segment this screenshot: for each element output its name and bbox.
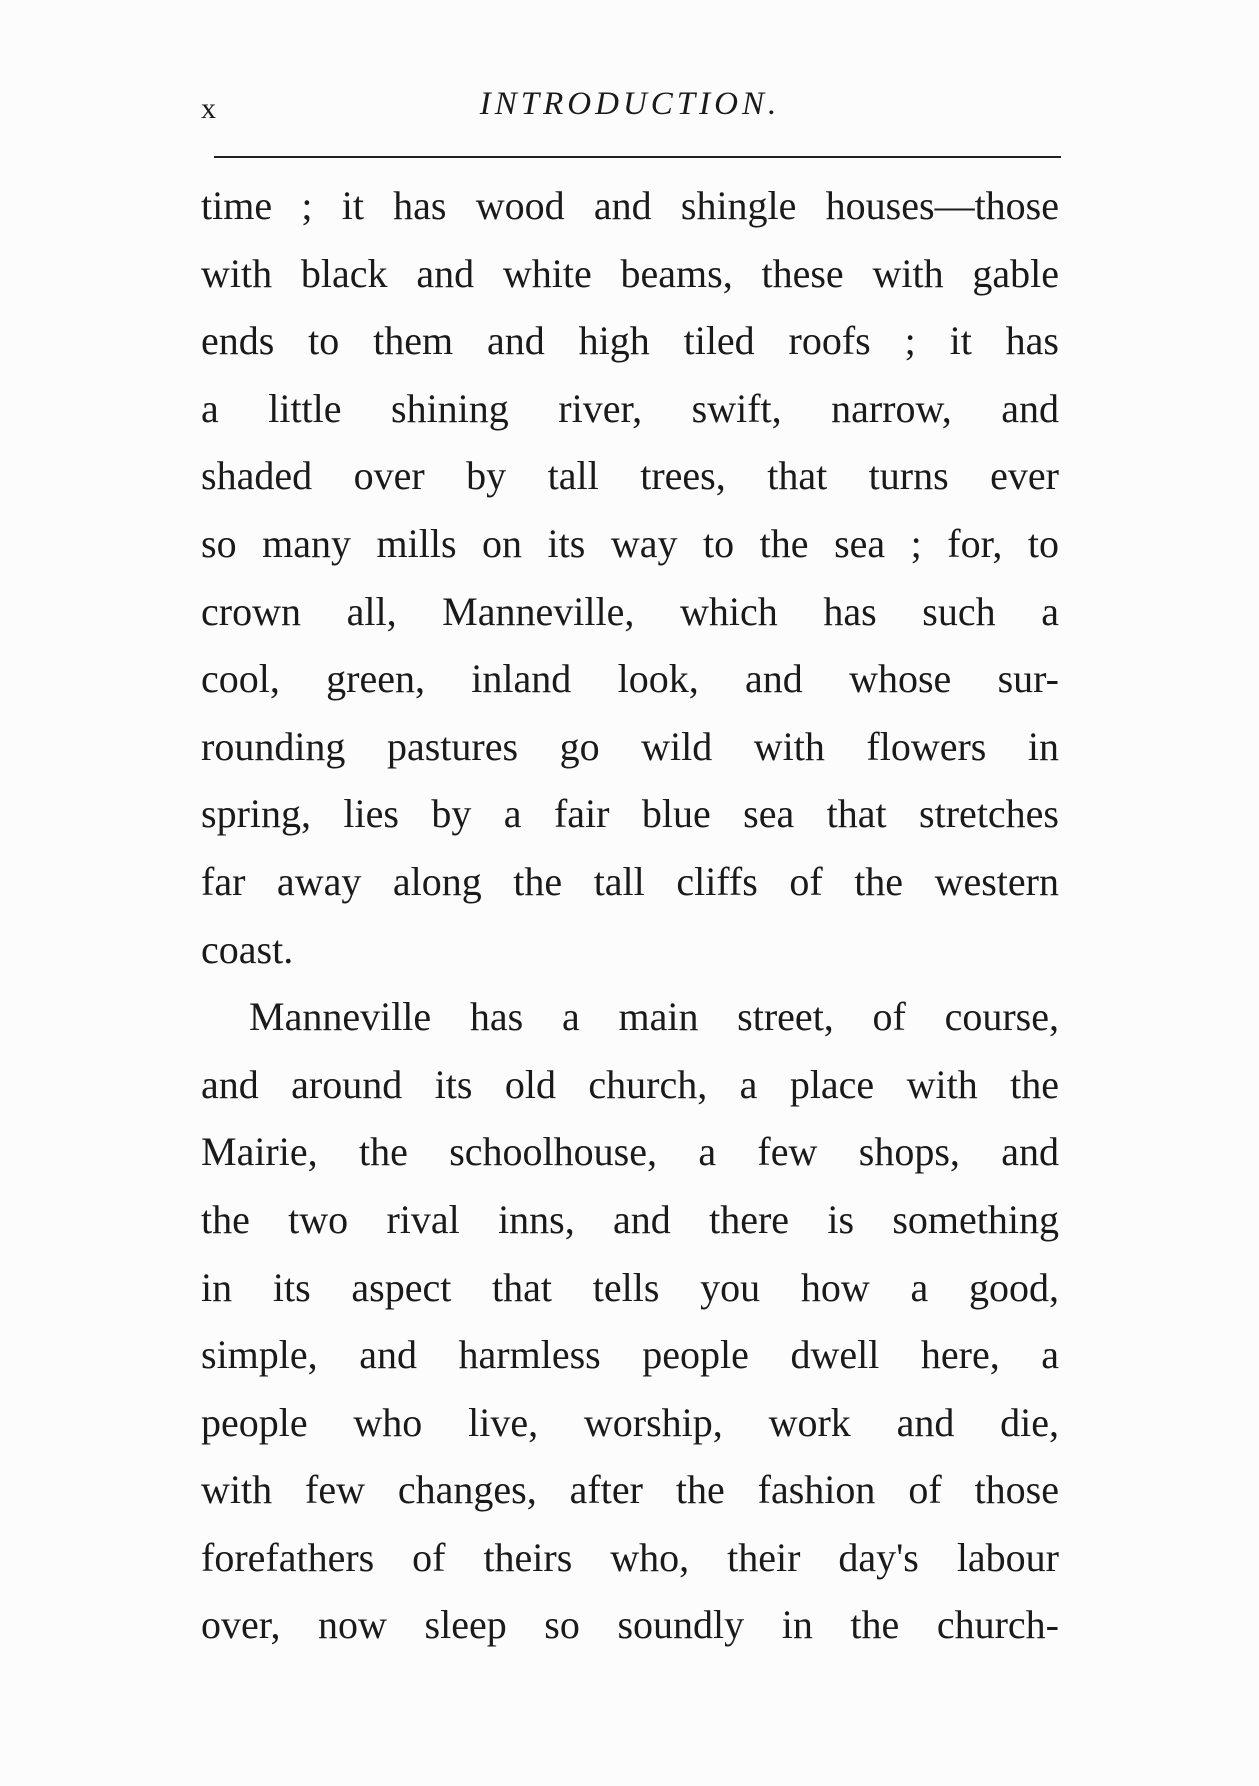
body-text <box>201 172 1059 1659</box>
text-line: people who live, worship, work and die, <box>201 1399 1059 1445</box>
text-line: coast. <box>201 926 294 972</box>
text-line: and around its old church, a place with the <box>201 1061 1059 1107</box>
page-header <box>201 86 1059 136</box>
text-line: in its aspect that tells you how a good, <box>201 1264 1059 1310</box>
paragraph-1 <box>201 172 1059 983</box>
text-line: simple, and harmless people dwell here, a <box>201 1332 1059 1378</box>
header-rule <box>214 156 1061 158</box>
text-line: a little shining river, swift, narrow, and <box>201 385 1059 431</box>
page-number: x <box>201 92 217 125</box>
text-line: over, now sleep so soundly in the church- <box>201 1602 1059 1648</box>
text-line: so many mills on its way to the sea ; for, to <box>201 520 1059 566</box>
text-line: far away along the tall cliffs of the western <box>201 858 1059 904</box>
text-line: with few changes, after the fashion of those <box>201 1467 1059 1513</box>
text-line: with black and white beams, these with gable <box>201 250 1059 296</box>
text-line: crown all, Manneville, which has such a <box>201 588 1059 634</box>
text-line: cool, green, inland look, and whose sur- <box>201 656 1059 702</box>
text-line: time ; it has wood and shingle houses—those <box>201 183 1059 228</box>
text-line: Mairie, the schoolhouse, a few shops, and <box>201 1129 1059 1175</box>
paragraph-2 <box>201 983 1059 1659</box>
text-line: Manneville has a main street, of course, <box>249 994 1059 1040</box>
text-line: the two rival inns, and there is something <box>201 1196 1059 1242</box>
text-line: ends to them and high tiled roofs ; it has <box>201 318 1059 364</box>
running-title: INTRODUCTION. <box>479 86 781 122</box>
text-line: shaded over by tall trees, that turns ever <box>201 453 1059 499</box>
text-line: forefathers of theirs who, their day's labour <box>201 1534 1059 1580</box>
text-line: spring, lies by a fair blue sea that stretches <box>201 791 1059 837</box>
text-line: rounding pastures go wild with flowers in <box>201 723 1059 769</box>
